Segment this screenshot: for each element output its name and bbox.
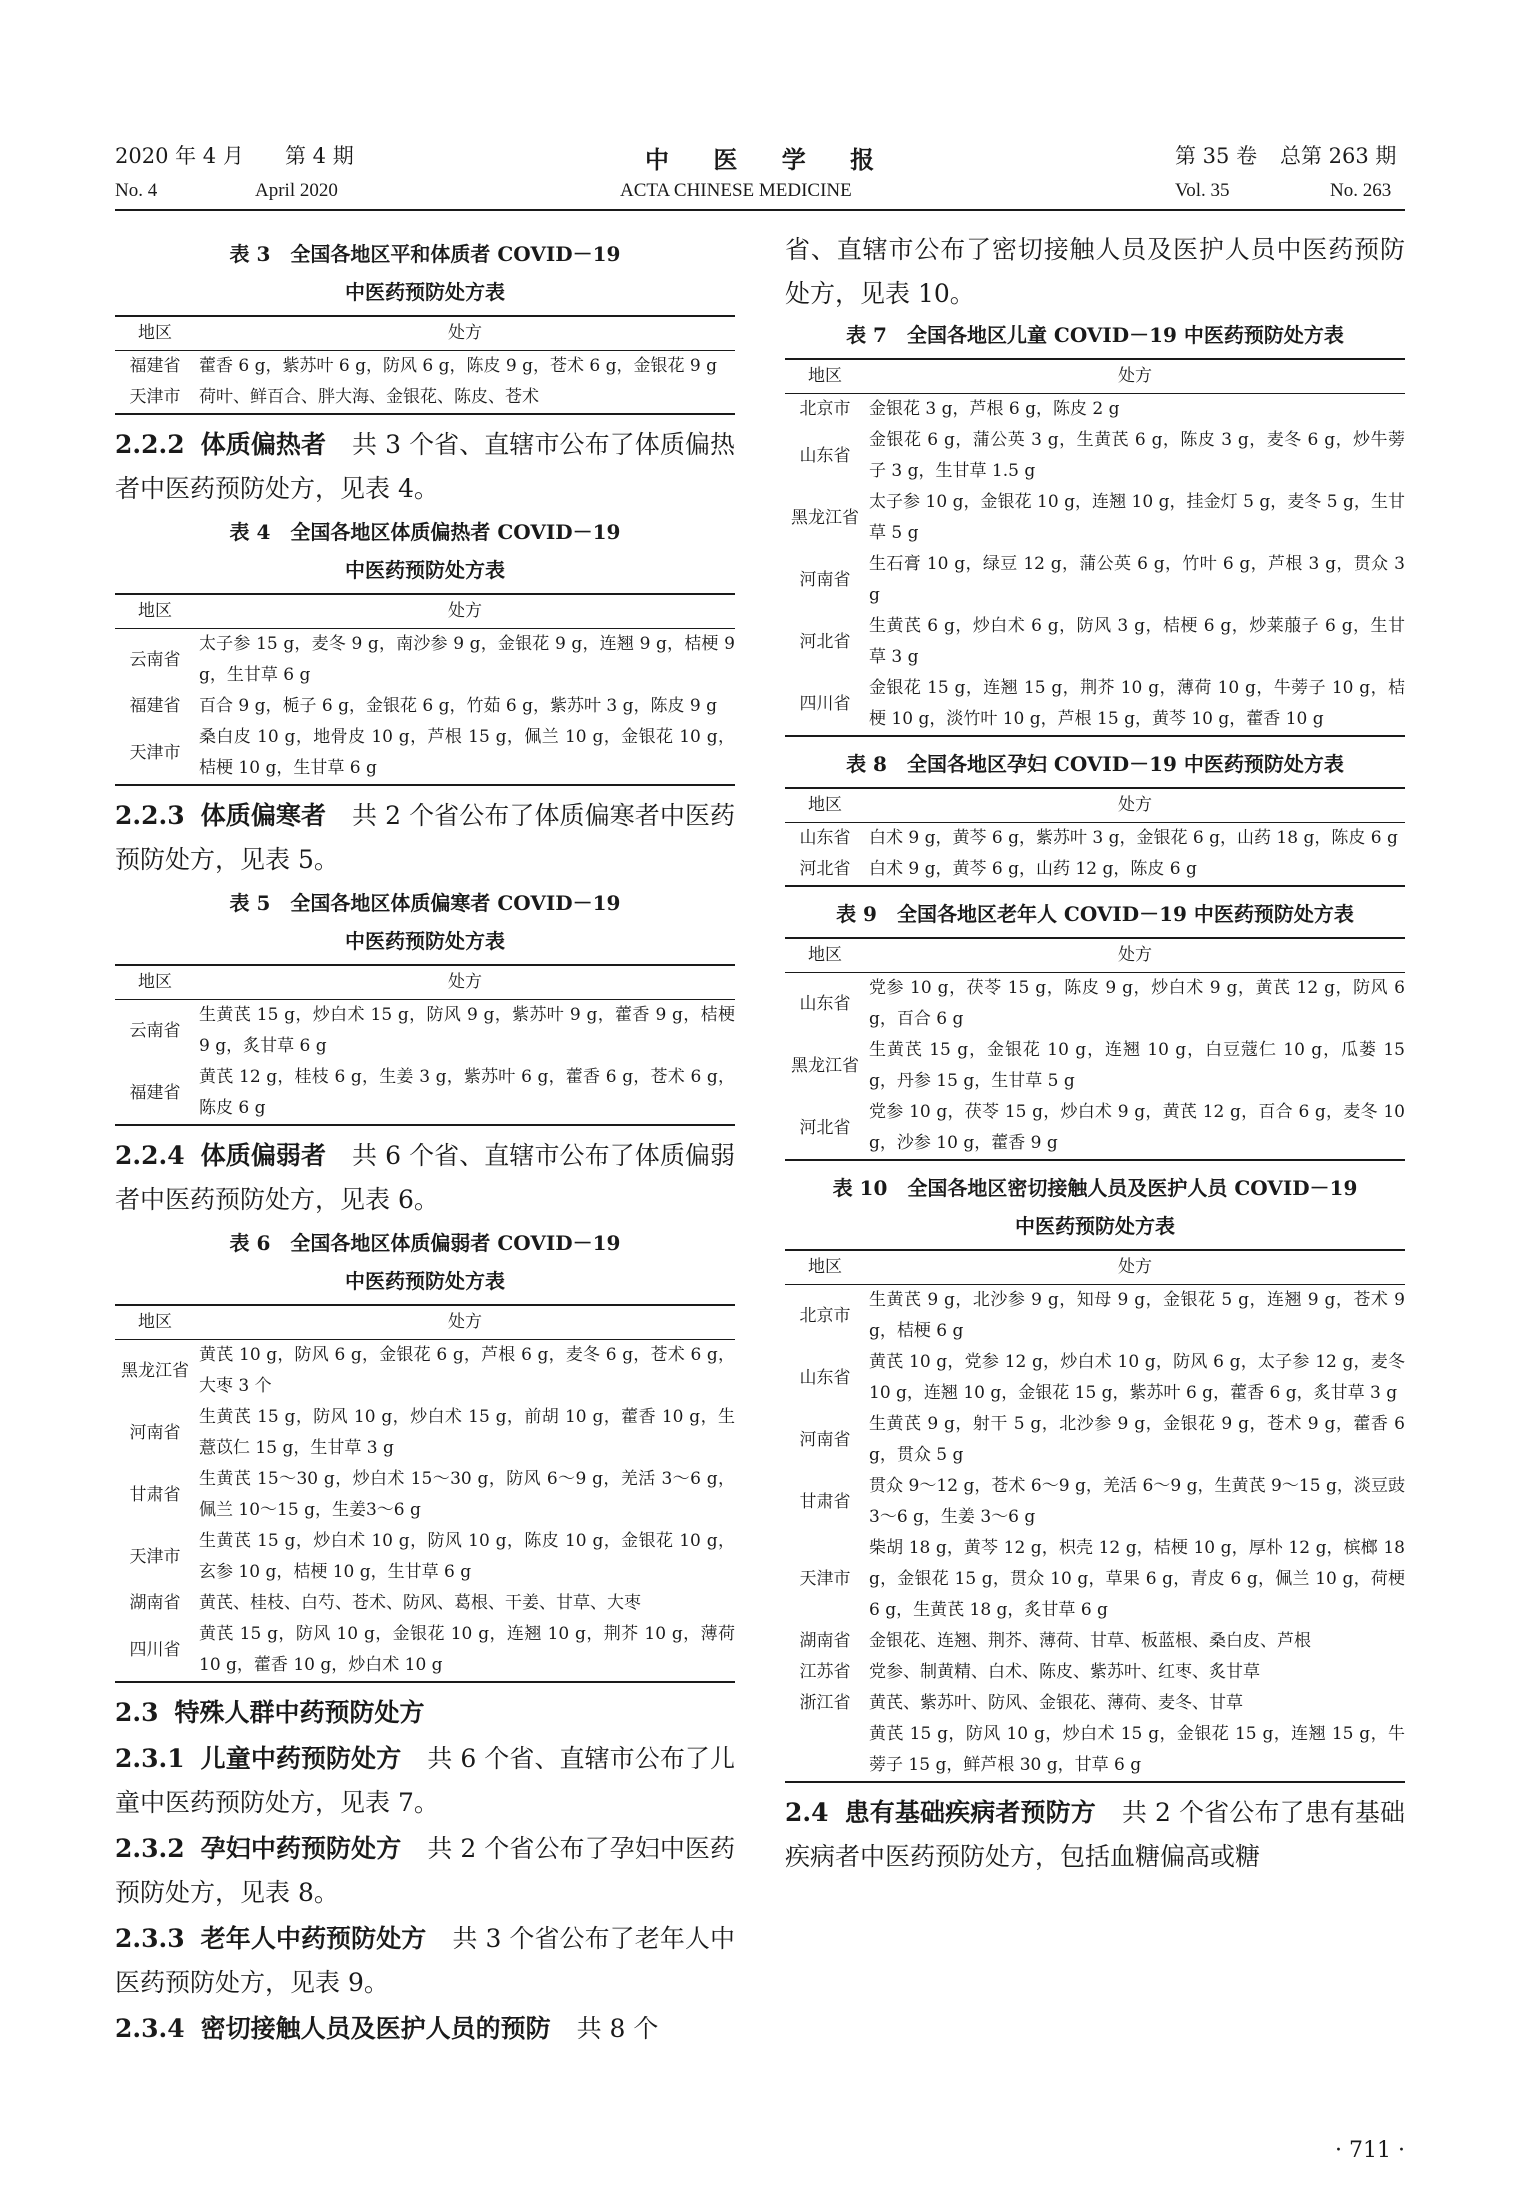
table-row [785,673,1405,736]
prescription-cell: 百合 9 g，栀子 6 g，金银花 6 g，竹茹 6 g，紫苏叶 3 g，陈皮 9 g [199,696,718,716]
journal-title-cn: 中 医 学 报 [645,145,893,174]
section-2-3-2 [115,1827,735,1915]
prescription-cell: 生黄芪 15 g，防风 10 g，炒白术 15 g，前胡 10 g，藿香 10 g，生薏苡仁 15 g，生甘草 3 g [199,1407,735,1458]
table-row [115,351,735,383]
prescription-cell: 桑白皮 10 g，地骨皮 10 g，芦根 15 g，佩兰 10 g，金银花 10 g，桔梗 10 g，生甘草 6 g [195,722,735,785]
region-cell: 天津市 [129,1546,181,1567]
col-rx: 处方 [195,594,735,629]
section-number: 2.3.1 [115,1744,185,1773]
region-cell: 北京市 [799,399,851,419]
region-cell: 河南省 [799,569,851,590]
col-rx: 处方 [195,965,735,1000]
prescription-cell: 黄芪、紫苏叶、防风、金银花、薄荷、麦冬、甘草 [869,1693,1243,1713]
prescription-cell: 生黄芪 9 g，北沙参 9 g，知母 9 g，金银花 5 g，连翘 9 g，苍术 9 g，桔梗 6 g [869,1290,1405,1341]
section-2-3-4-continued: 省、直辖市公布了密切接触人员及医护人员中医药预防处方，见表 10。 [785,235,1405,308]
section-text: 共 3 个省公布了老年人中医药预防处方，见表 9。 [115,1924,735,1997]
prescription-cell: 金银花 6 g，蒲公英 3 g，生黄芪 6 g，陈皮 3 g，麦冬 6 g，炒牛蒡子 3 g，生甘草 1.5 g [869,430,1405,481]
section-title: 患有基础疾病者预防方 [844,1798,1096,1827]
table3-caption-2: 中医药预防处方表 [345,280,505,304]
region-cell: 四川省 [115,1619,195,1682]
section-number: 2.2.4 [115,1141,185,1170]
region-cell: 湖南省 [799,1631,851,1651]
left-column [115,235,735,2053]
table-row [115,1619,735,1682]
section-title: 密切接触人员及医护人员的预防 [200,2014,551,2043]
section-number: 2.2.2 [115,430,185,459]
section-text: 共 6 个省、直辖市公布了体质偏弱者中医药预防处方，见表 6。 [115,1141,735,1214]
running-header-cn [115,140,1405,172]
table4-caption-2: 中医药预防处方表 [345,558,505,582]
section-2-3-4 [115,2007,735,2051]
header-date-en: April 2020 [255,180,338,201]
col-rx: 处方 [865,788,1405,823]
table-row [785,1657,1405,1688]
prescription-cell: 黄芪、桂枝、白芍、苍术、防风、葛根、干姜、甘草、大枣 [199,1593,641,1613]
region-cell: 天津市 [115,382,195,414]
region-cell: 河南省 [799,1429,851,1450]
prescription-cell: 生石膏 10 g，绿豆 12 g，蒲公英 6 g，竹叶 6 g，芦根 3 g，贯众 3 g [869,554,1405,605]
region-cell: 黑龙江省 [791,507,859,528]
region-cell: 河北省 [785,1097,865,1160]
prescription-cell: 党参 10 g，茯苓 15 g，陈皮 9 g，炒白术 9 g，黄芪 12 g，防风 6 g，百合 6 g [869,978,1405,1029]
region-cell: 黑龙江省 [791,1055,859,1076]
table5-caption-1: 表 5 全国各地区体质偏寒者 COVID－19 [229,891,621,915]
table-row [115,1588,735,1619]
table-3 [115,315,735,415]
section-2-3-3 [115,1917,735,2005]
table-row [785,487,1405,549]
prescription-cell: 黄芪 15 g，防风 10 g，金银花 10 g，连翘 10 g，荆芥 10 g，薄荷 10 g，藿香 10 g，炒白术 10 g [195,1619,735,1682]
table-row [115,1526,735,1588]
prescription-cell: 生黄芪 15 g，炒白术 15 g，防风 9 g，紫苏叶 9 g，藿香 9 g，桔梗 9 g，炙甘草 6 g [199,1005,735,1056]
header-date-cn: 2020 年 4 月 [115,144,244,168]
prescription-cell: 黄芪 12 g，桂枝 6 g，生姜 3 g，紫苏叶 6 g，藿香 6 g，苍术 6 g，陈皮 6 g [195,1062,735,1125]
region-cell: 北京市 [799,1305,851,1326]
prescription-cell: 荷叶、鲜百合、胖大海、金银花、陈皮、苍术 [195,382,735,414]
section-text: 共 8 个 [576,2014,659,2043]
table5-caption-2: 中医药预防处方表 [345,929,505,953]
table-9 [785,937,1405,1161]
table-row [785,1285,1405,1348]
section-text: 共 2 个省公布了孕妇中医药预防处方，见表 8。 [115,1834,735,1907]
table-10 [785,1249,1405,1783]
prescription-cell: 藿香 6 g，紫苏叶 6 g，防风 6 g，陈皮 9 g，苍术 6 g，金银花 9 g [199,356,718,376]
section-number: 2.3.2 [115,1834,185,1863]
section-title: 儿童中药预防处方 [200,1744,402,1773]
section-number: 2.2.3 [115,801,185,830]
table-row [785,1471,1405,1533]
prescription-cell: 柴胡 18 g，黄芩 12 g，枳壳 12 g，桔梗 10 g，厚朴 12 g，槟榔 18 g，金银花 15 g，贯众 10 g，草果 6 g，青皮 6 g，佩兰 10 g，荷梗 6 g，生黄芪 18 g，炙甘草 6 g [869,1538,1405,1620]
header-total-cn: 总第 263 期 [1280,144,1397,168]
prescription-cell: 金银花 3 g，芦根 6 g，陈皮 2 g [869,399,1120,419]
region-cell: 浙江省 [799,1693,851,1713]
header-issue-cn: 第 4 期 [285,144,354,168]
section-text: 共 3 个省、直辖市公布了体质偏热者中医药预防处方，见表 4。 [115,430,735,503]
header-no-en: No. 4 [115,180,158,201]
col-rx: 处方 [865,938,1405,973]
col-region: 地区 [785,788,865,823]
region-cell: 山东省 [799,1367,851,1388]
table-row [115,1464,735,1526]
section-number: 2.3.3 [115,1924,185,1953]
section-2-3 [115,1691,735,1735]
region-cell: 江苏省 [799,1662,851,1682]
table-row [785,1409,1405,1471]
col-region: 地区 [115,316,195,351]
table9-caption: 表 9 全国各地区老年人 COVID－19 中医药预防处方表 [836,902,1354,926]
table-row [785,425,1405,487]
prescription-cell: 党参 10 g，茯苓 15 g，炒白术 9 g，黄芪 12 g，百合 6 g，麦冬 10 g，沙参 10 g，藿香 9 g [865,1097,1405,1160]
prescription-cell: 生黄芪 6 g，炒白术 6 g，防风 3 g，桔梗 6 g，炒莱菔子 6 g，生甘草 3 g [869,616,1405,667]
section-2-2-2 [115,423,735,511]
table-row [115,382,735,414]
table-row [785,611,1405,673]
prescription-cell: 贯众 9～12 g，苍术 6～9 g，羌活 6～9 g，生黄芪 9～15 g，淡豆豉 3～6 g，生姜 3～6 g [869,1476,1405,1527]
table6-caption-1: 表 6 全国各地区体质偏弱者 COVID－19 [229,1231,621,1255]
col-rx: 处方 [195,1305,735,1340]
table-row [115,1340,735,1403]
section-title: 体质偏热者 [200,430,327,459]
section-2-2-4 [115,1134,735,1222]
right-column [785,228,1405,1881]
prescription-cell: 生黄芪 15 g，炒白术 10 g，防风 10 g，陈皮 10 g，金银花 10 g，玄参 10 g，桔梗 10 g，生甘草 6 g [199,1531,735,1582]
table-row [785,394,1405,426]
page-number: · 711 · [1335,2138,1405,2163]
section-title: 特殊人群中药预防处方 [174,1698,425,1727]
region-cell: 天津市 [115,722,195,785]
region-cell: 湖南省 [129,1593,181,1613]
header-rule [115,209,1405,211]
section-text: 共 2 个省公布了患有基础疾病者中医药预防处方，包括血糖偏高或糖 [785,1798,1405,1871]
table-row [785,823,1405,855]
table-4 [115,593,735,786]
prescription-cell: 白术 9 g，黄芩 6 g，紫苏叶 3 g，金银花 6 g，山药 18 g，陈皮 6 g [869,828,1398,848]
table7-caption: 表 7 全国各地区儿童 COVID－19 中医药预防处方表 [846,323,1344,347]
section-2-2-3 [115,794,735,882]
prescription-cell: 金银花 15 g，连翘 15 g，荆芥 10 g，薄荷 10 g，牛蒡子 10 g，桔梗 10 g，淡竹叶 10 g，芦根 15 g，黄芩 10 g，藿香 10 g [865,673,1405,736]
table-row [115,722,735,785]
col-region: 地区 [115,965,195,1000]
header-total-en: No. 263 [1330,180,1392,201]
section-text: 共 2 个省公布了体质偏寒者中医药预防处方，见表 5。 [115,801,735,874]
table3-caption-1: 表 3 全国各地区平和体质者 COVID－19 [229,242,621,266]
table-row [115,1402,735,1464]
section-title: 孕妇中药预防处方 [200,1834,402,1863]
col-rx: 处方 [865,1250,1405,1285]
section-2-4 [785,1791,1405,1879]
table-row [115,691,735,722]
table-row [785,1035,1405,1097]
table4-caption-1: 表 4 全国各地区体质偏热者 COVID－19 [229,520,621,544]
table-7 [785,358,1405,737]
region-cell: 福建省 [115,1062,195,1125]
table-row [115,1000,735,1063]
col-region: 地区 [115,594,195,629]
section-title: 老年人中药预防处方 [200,1924,427,1953]
col-region: 地区 [785,938,865,973]
header-vol-en: Vol. 35 [1175,180,1230,201]
table6-caption-2: 中医药预防处方表 [345,1269,505,1293]
table-row [785,1347,1405,1409]
table-row [115,1062,735,1125]
col-region: 地区 [785,1250,865,1285]
region-cell: 云南省 [129,1020,181,1041]
region-cell: 甘肃省 [799,1491,851,1512]
prescription-cell: 黄芪 15 g，防风 10 g，炒白术 15 g，金银花 15 g，连翘 15 g，牛蒡子 15 g，鲜芦根 30 g，甘草 6 g [865,1719,1405,1782]
region-cell: 山东省 [799,828,851,848]
journal-title-en: ACTA CHINESE MEDICINE [620,180,852,201]
section-number: 2.3 [115,1698,159,1727]
section-title: 体质偏弱者 [200,1141,327,1170]
section-2-3-1 [115,1737,735,1825]
region-cell: 福建省 [129,696,181,716]
section-text: 共 6 个省、直辖市公布了儿童中医药预防处方，见表 7。 [115,1744,735,1817]
table-8 [785,787,1405,887]
prescription-cell: 白术 9 g，黄芩 6 g，山药 12 g，陈皮 6 g [865,854,1405,886]
region-cell: 黑龙江省 [121,1360,189,1381]
section-title: 体质偏寒者 [200,801,327,830]
section-number: 2.4 [785,1798,829,1827]
prescription-cell: 生黄芪 9 g，射干 5 g，北沙参 9 g，金银花 9 g，苍术 9 g，藿香 6 g，贯众 5 g [869,1414,1405,1465]
col-rx: 处方 [195,316,735,351]
prescription-cell: 生黄芪 15 g，金银花 10 g，连翘 10 g，白豆蔻仁 10 g，瓜蒌 15 g，丹参 15 g，生甘草 5 g [869,1040,1405,1091]
col-region: 地区 [115,1305,195,1340]
table-row [785,854,1405,886]
region-cell: 四川省 [785,673,865,736]
table8-caption: 表 8 全国各地区孕妇 COVID－19 中医药预防处方表 [846,752,1344,776]
region-cell: 甘肃省 [129,1484,181,1505]
region-cell: 河北省 [799,631,851,652]
region-cell: 河北省 [785,854,865,886]
prescription-cell: 太子参 10 g，金银花 10 g，连翘 10 g，挂金灯 5 g，麦冬 5 g，生甘草 5 g [869,492,1405,543]
table-row [785,973,1405,1036]
table-row [785,549,1405,611]
section-number: 2.3.4 [115,2014,185,2043]
region-cell: 山东省 [799,445,851,466]
col-rx: 处方 [865,359,1405,394]
table10-caption-1: 表 10 全国各地区密切接触人员及医护人员 COVID－19 [832,1176,1358,1200]
table-row [785,1719,1405,1782]
prescription-cell: 金银花、连翘、荆芥、薄荷、甘草、板蓝根、桑白皮、芦根 [869,1631,1311,1651]
running-header-en [115,180,1405,208]
region-cell: 福建省 [129,356,181,376]
prescription-cell: 生黄芪 15～30 g，炒白术 15～30 g，防风 6～9 g，羌活 3～6 g，佩兰 10～15 g，生姜3～6 g [199,1469,735,1520]
region-cell: 河南省 [129,1422,181,1443]
header-volume-cn: 第 35 卷 [1175,144,1258,168]
prescription-cell: 太子参 15 g，麦冬 9 g，南沙参 9 g，金银花 9 g，连翘 9 g，桔梗 9 g，生甘草 6 g [199,634,735,685]
region-cell: 山东省 [799,993,851,1014]
region-cell: 天津市 [799,1569,851,1589]
table-row [785,1097,1405,1160]
region-cell: 云南省 [129,649,181,670]
table-row [785,1626,1405,1657]
table-row [785,1533,1405,1626]
prescription-cell: 黄芪 10 g，防风 6 g，金银花 6 g，芦根 6 g，麦冬 6 g，苍术 6 g，大枣 3 个 [199,1345,735,1396]
table-row [115,629,735,692]
col-region: 地区 [785,359,865,394]
table-5 [115,964,735,1126]
table-row [785,1688,1405,1719]
table10-caption-2: 中医药预防处方表 [1015,1214,1175,1238]
prescription-cell: 党参、制黄精、白术、陈皮、紫苏叶、红枣、炙甘草 [869,1662,1260,1682]
table-6 [115,1304,735,1683]
region-cell [785,1719,865,1782]
prescription-cell: 黄芪 10 g，党参 12 g，炒白术 10 g，防风 6 g，太子参 12 g，麦冬 10 g，连翘 10 g，金银花 15 g，紫苏叶 6 g，藿香 6 g，炙甘草 3 g [869,1352,1405,1403]
